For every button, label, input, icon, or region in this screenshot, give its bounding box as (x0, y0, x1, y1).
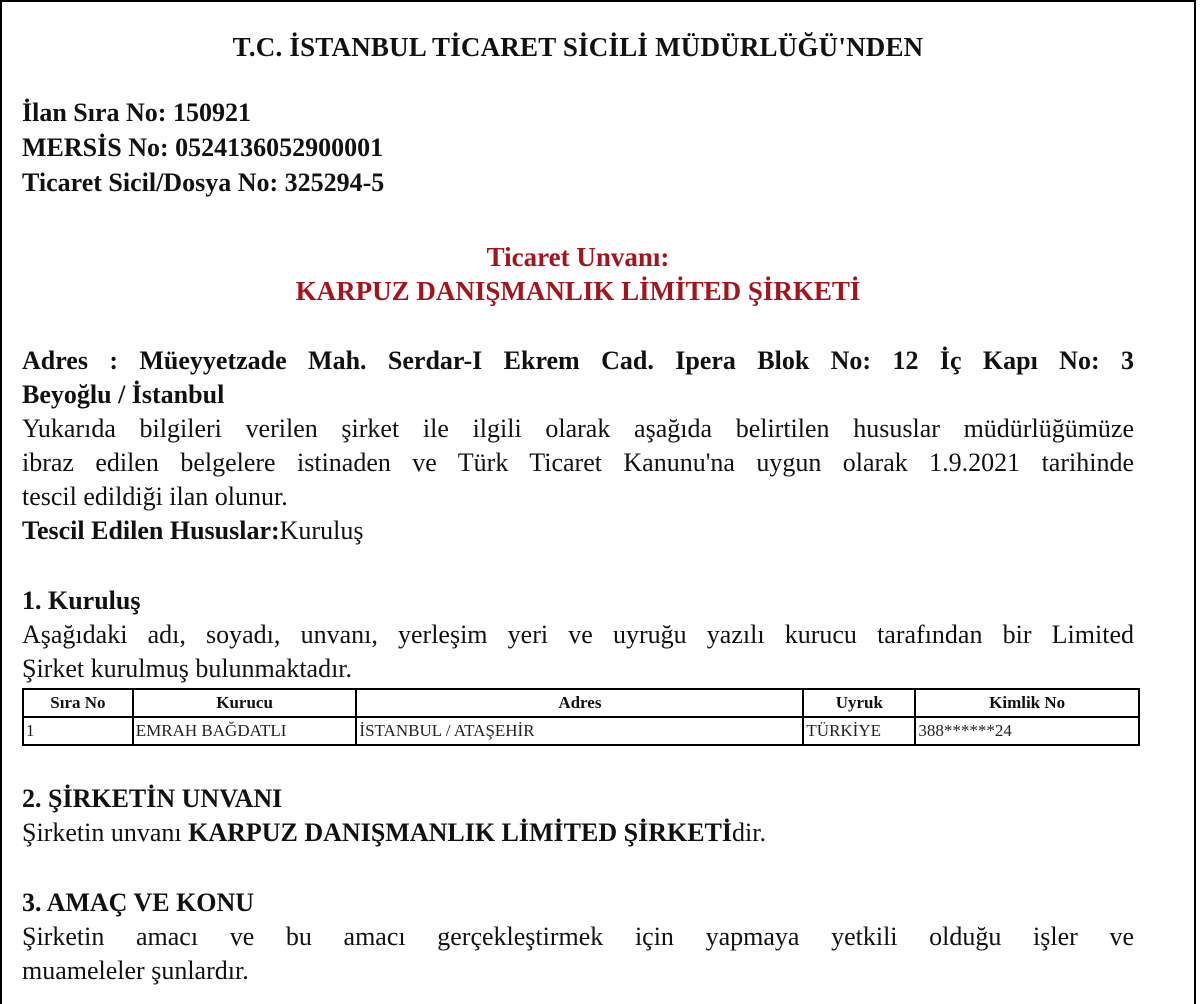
section-2-paragraph (22, 816, 1134, 850)
section-1-line-1: Aşağıdaki adı, soyadı, unvanı, yerleşim yeri ve uyruğu yazılı kurucu tarafından bir Limited (22, 620, 1134, 649)
cell-sira-no: 1 (23, 717, 133, 745)
cell-uyruk: TÜRKİYE (803, 717, 915, 745)
cell-kurucu: EMRAH BAĞDATLI (133, 717, 357, 745)
section-2-heading: 2. ŞİRKETİN UNVANI (22, 784, 283, 813)
trade-name-label: Ticaret Unvanı: (486, 242, 670, 272)
cell-adres: İSTANBUL / ATAŞEHİR (356, 717, 803, 745)
registered-matters (22, 514, 1134, 548)
column-header-uyruk: Uyruk (803, 689, 915, 717)
trade-name-block (22, 240, 1134, 308)
cell-kimlik-no: 388******24 (915, 717, 1139, 745)
section-1-paragraph (22, 618, 1134, 686)
column-header-kurucu: Kurucu (133, 689, 357, 717)
table-header-row (23, 689, 1139, 717)
intro-line-3: tescil edildiği ilan olunur. (22, 482, 288, 511)
section-2-prefix: Şirketin unvanı (22, 818, 189, 847)
intro-line-2: ibraz edilen belgelere istinaden ve Türk Ticaret Kanunu'na uygun olarak 1.9.2021 tarihinde (22, 448, 1134, 477)
intro-paragraph (22, 412, 1134, 514)
trade-name-value: KARPUZ DANIŞMANLIK LİMİTED ŞİRKETİ (295, 276, 861, 306)
mersis-no: MERSİS No: 0524136052900001 (22, 133, 384, 162)
sicil-dosya-no: Ticaret Sicil/Dosya No: 325294-5 (22, 168, 385, 197)
table-row (23, 717, 1139, 745)
column-header-adres: Adres (356, 689, 803, 717)
company-address (22, 344, 1134, 412)
registered-matters-label: Tescil Edilen Hususlar: (22, 516, 280, 545)
address-line-1: Adres : Müeyyetzade Mah. Serdar-I Ekrem Cad. Ipera Blok No: 12 İç Kapı No: 3 (22, 346, 1134, 375)
section-1-heading: 1. Kuruluş (22, 586, 141, 615)
address-line-2: Beyoğlu / İstanbul (22, 380, 225, 409)
founders-table (22, 688, 1140, 746)
section-3-line-2: muameleler şunlardır. (22, 956, 249, 985)
section-3-line-1: Şirketin amacı ve bu amacı gerçekleştirmek için yapmaya yetkili olduğu işler ve (22, 922, 1134, 951)
ilan-sira-no: İlan Sıra No: 150921 (22, 98, 251, 127)
section-3-paragraph (22, 920, 1134, 988)
office-title: T.C. İSTANBUL TİCARET SİCİLİ MÜDÜRLÜĞÜ'NDEN (232, 32, 924, 62)
intro-line-1: Yukarıda bilgileri verilen şirket ile ilgili olarak aşağıda belirtilen hususlar müdürlüğümüze (22, 414, 1134, 443)
section-3-heading: 3. AMAÇ VE KONU (22, 888, 255, 917)
section-1-line-2: Şirket kurulmuş bulunmaktadır. (22, 654, 353, 683)
registry-meta (22, 95, 1134, 200)
registered-matters-value: Kuruluş (279, 516, 364, 545)
section-2-suffix: dir. (732, 818, 766, 847)
column-header-sira-no: Sıra No (23, 689, 133, 717)
section-2-company-name: KARPUZ DANIŞMANLIK LİMİTED ŞİRKETİ (188, 818, 733, 847)
column-header-kimlik-no: Kimlik No (915, 689, 1139, 717)
